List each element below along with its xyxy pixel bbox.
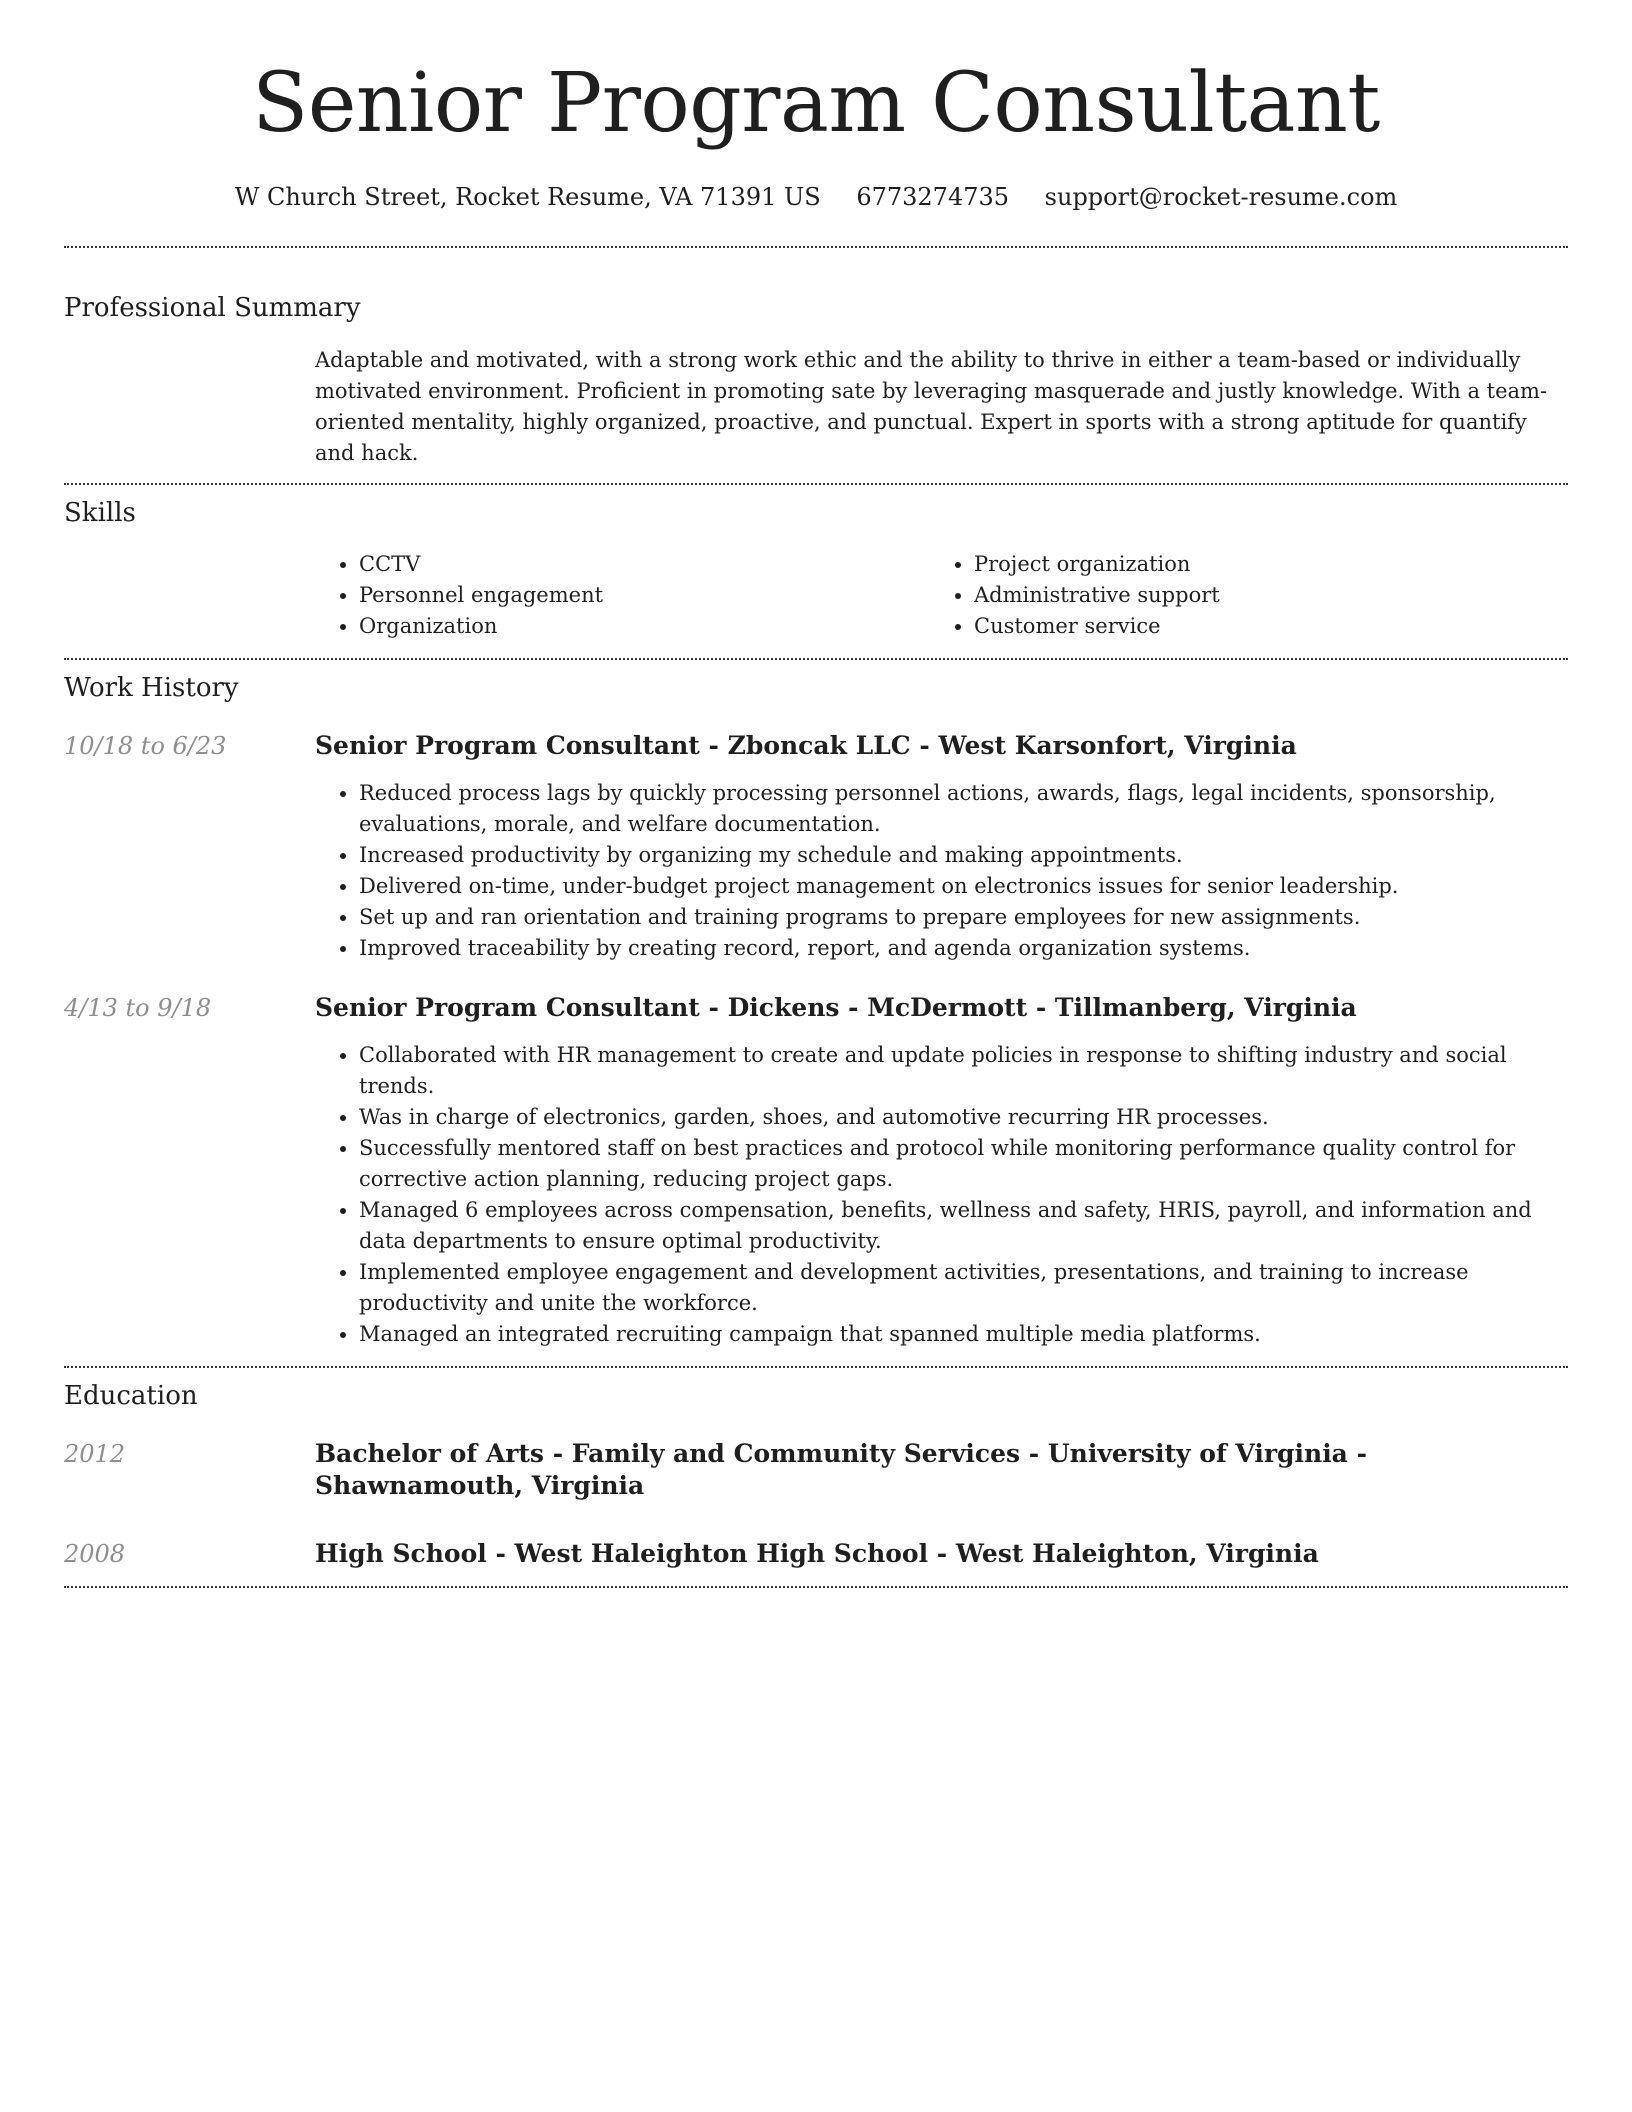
education-entry — [64, 1438, 1568, 1502]
job-bullet: • Increased productivity by organizing my schedule and making appointments. — [359, 840, 1568, 871]
job-bullet: • Collaborated with HR management to create and update policies in response to shifting industry and social trends. — [359, 1040, 1568, 1102]
education-year: 2012 — [64, 1440, 126, 1468]
skills-section — [64, 485, 1568, 642]
summary-section — [64, 248, 1568, 469]
job-title: Senior Program Consultant - Dickens - McDermott - Tillmanberg, Virginia — [315, 993, 1357, 1022]
divider — [64, 1586, 1568, 1588]
summary-text: Adaptable and motivated, with a strong work ethic and the ability to thrive in either a team-based or individually motivated environment. Proficient in promoting sate by leveraging masquerade and justly knowledge. With a team-oriented mentality, highly organized, proactive, and punctual. Expert in sports with a strong aptitude for quantify and hack. — [315, 348, 1548, 465]
skill-item: • Personnel engagement — [359, 580, 930, 611]
section-title-summary: Professional Summary — [64, 293, 361, 323]
education-degree: Bachelor of Arts - Family and Community Services - University of Virginia - Shawnamouth, Virginia — [315, 1439, 1367, 1500]
skills-column-2 — [930, 549, 1568, 642]
contact-address: W Church Street, Rocket Resume, VA 71391 US — [234, 183, 821, 211]
job-bullets — [315, 1040, 1568, 1350]
skill-item: • Project organization — [974, 549, 1568, 580]
job-date: 10/18 to 6/23 — [64, 732, 227, 760]
candidate-name: Senior Program Consultant — [252, 56, 1380, 151]
job-bullets — [315, 778, 1568, 964]
contact-phone: 6773274735 — [856, 183, 1010, 211]
job-entry — [64, 992, 1568, 1350]
skill-item: • Organization — [359, 611, 930, 642]
job-title: Senior Program Consultant - Zboncak LLC - West Karsonfort, Virginia — [315, 731, 1297, 760]
education-year: 2008 — [64, 1540, 126, 1568]
job-bullet: • Implemented employee engagement and development activities, presentations, and training to increase productivity and unite the workforce. — [359, 1257, 1568, 1319]
education-entry — [64, 1538, 1568, 1570]
contact-line — [64, 182, 1568, 212]
job-bullet: • Was in charge of electronics, garden, shoes, and automotive recurring HR processes. — [359, 1102, 1568, 1133]
job-bullet: • Managed 6 employees across compensation, benefits, wellness and safety, HRIS, payroll, and information and data departments to ensure optimal productivity. — [359, 1195, 1568, 1257]
job-bullet: • Successfully mentored staff on best practices and protocol while monitoring performance quality control for corrective action planning, reducing project gaps. — [359, 1133, 1568, 1195]
contact-email: support@rocket-resume.com — [1044, 183, 1398, 211]
education-degree: High School - West Haleighton High School - West Haleighton, Virginia — [315, 1539, 1319, 1568]
education-section — [64, 1368, 1568, 1570]
section-title-skills: Skills — [64, 498, 136, 528]
job-bullet: • Delivered on-time, under-budget project management on electronics issues for senior leadership. — [359, 871, 1568, 902]
skills-column-1 — [315, 549, 930, 642]
skill-item: • Customer service — [974, 611, 1568, 642]
skill-item: • Administrative support — [974, 580, 1568, 611]
resume-page — [64, 0, 1568, 1588]
skills-grid — [315, 549, 1568, 642]
job-bullet: • Managed an integrated recruiting campaign that spanned multiple media platforms. — [359, 1319, 1568, 1350]
job-bullet: • Reduced process lags by quickly processing personnel actions, awards, flags, legal incidents, sponsorship, evaluations, morale, and welfare documentation. — [359, 778, 1568, 840]
job-bullet: • Improved traceability by creating record, report, and agenda organization systems. — [359, 933, 1568, 964]
job-date: 4/13 to 9/18 — [64, 994, 212, 1022]
skill-item: • CCTV — [359, 549, 930, 580]
job-bullet: • Set up and ran orientation and training programs to prepare employees for new assignments. — [359, 902, 1568, 933]
job-entry — [64, 730, 1568, 964]
section-title-work-history: Work History — [64, 673, 239, 703]
section-title-education: Education — [64, 1381, 198, 1411]
work-history-section — [64, 660, 1568, 1350]
